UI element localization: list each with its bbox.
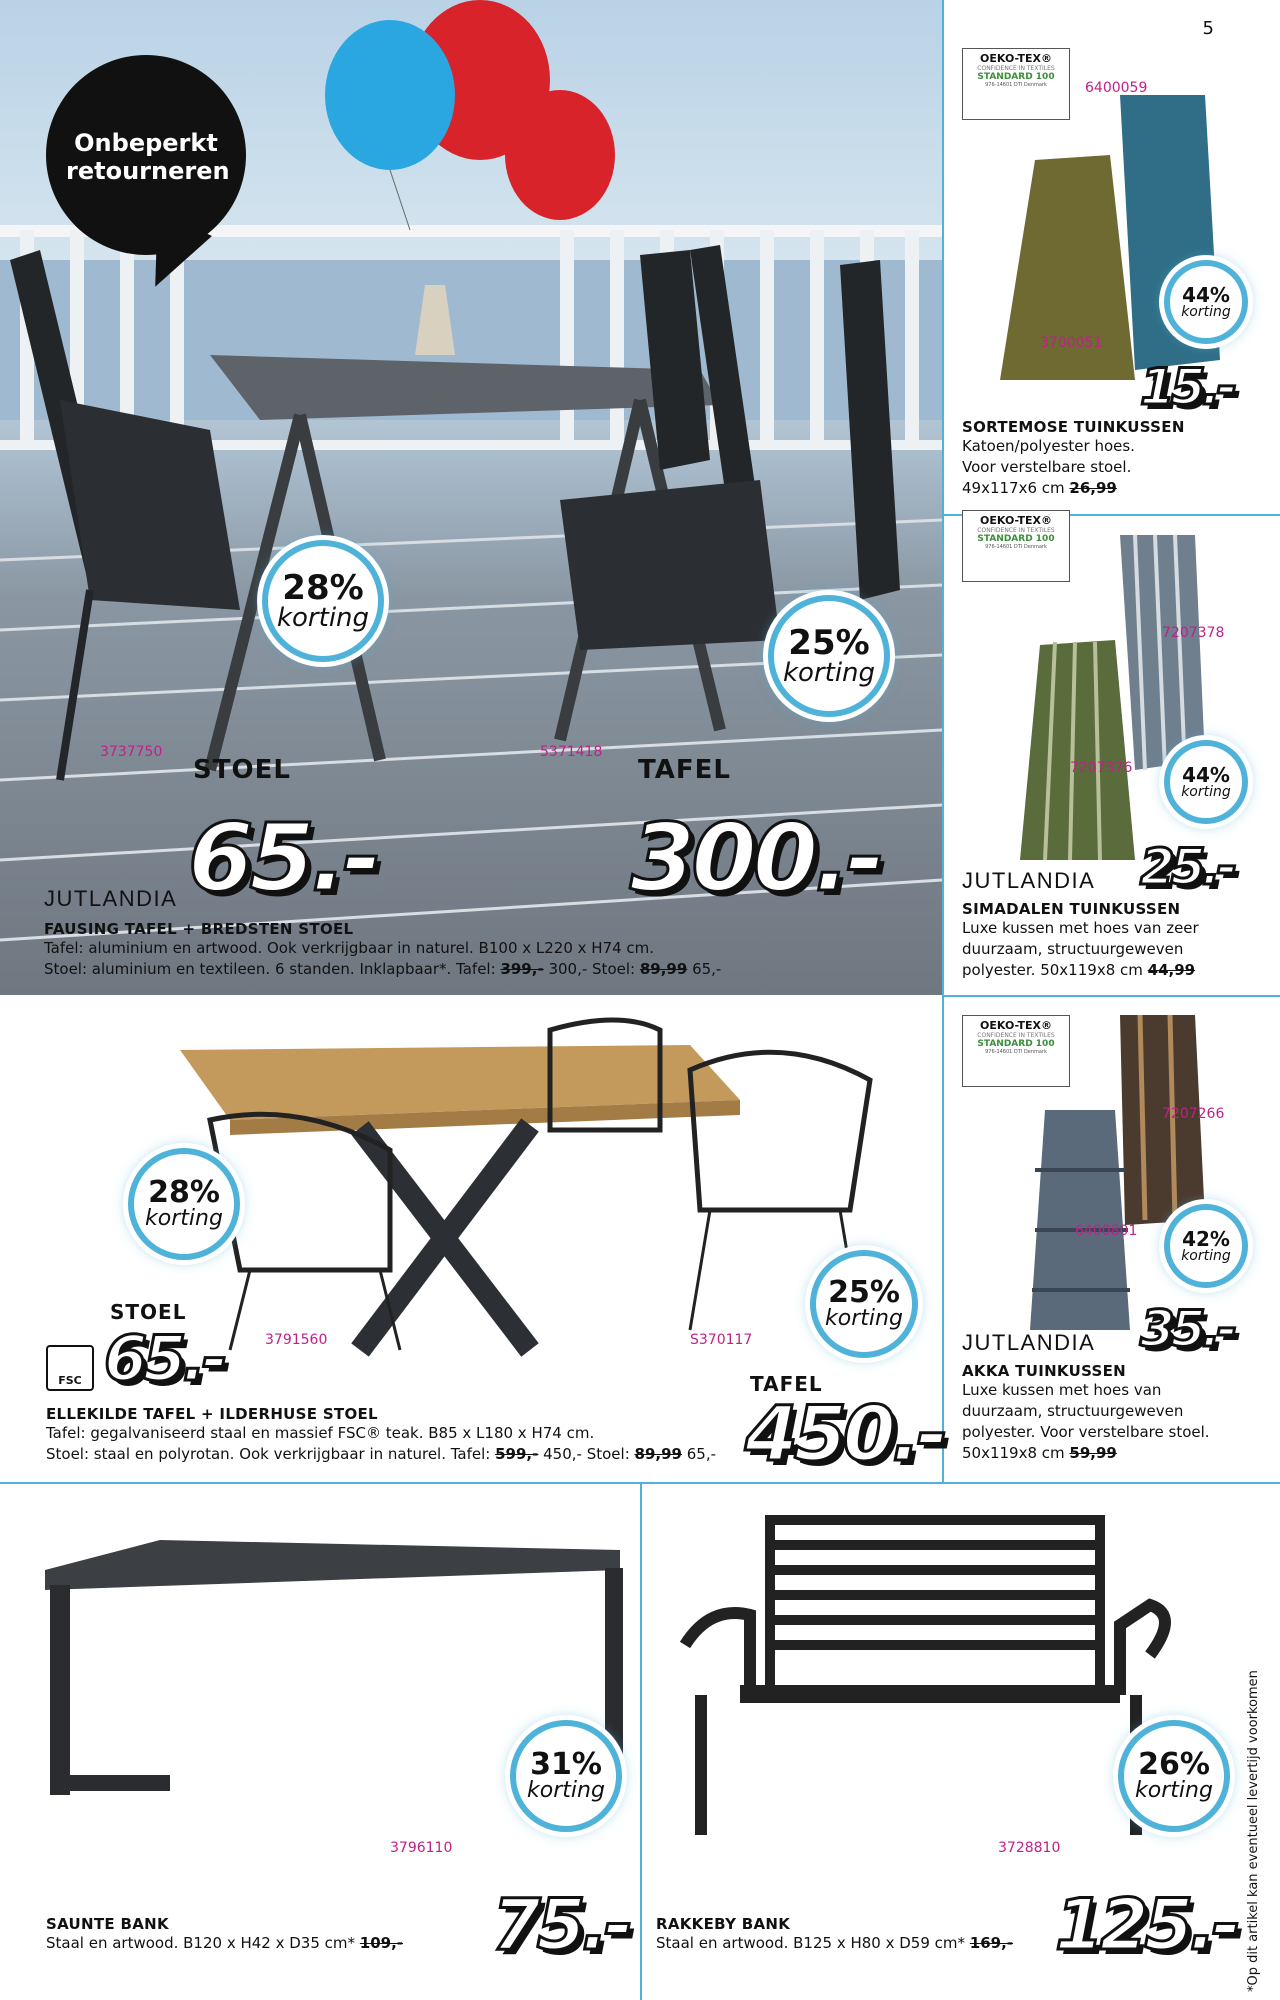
saunte-discount-badge (510, 1720, 622, 1832)
hero-tafel-discount-badge (768, 595, 890, 717)
article-code: S370117 (690, 1332, 753, 1348)
footnote: *Op dit artikel kan eventueel levertijd voorkomen (1246, 1670, 1261, 1992)
stoel-label: STOEL (193, 755, 291, 785)
product-line (962, 960, 1262, 981)
product-line (656, 1933, 1076, 1954)
brand-logo: JUTLANDIA (962, 1330, 1096, 1355)
product-title: RAKKEBY BANK (656, 1915, 791, 1933)
product-title: AKKA TUINKUSSEN (962, 1362, 1127, 1380)
text: 50x119x8 cm (962, 1444, 1070, 1462)
discount-percent: 42% (1182, 1227, 1230, 1251)
page-number: 5 (1202, 18, 1214, 39)
product-line (962, 478, 1262, 499)
discount-percent: 28% (148, 1175, 220, 1210)
product-title: SAUNTE BANK (46, 1915, 169, 1933)
oeko-subtitle: CONFIDENCE IN TEXTILES (977, 527, 1055, 534)
article-code: 3700051 (1040, 335, 1103, 351)
saunte-price: 75.- (492, 1884, 630, 1966)
article-code: 7207376 (1070, 760, 1133, 776)
simadalen-description (962, 900, 1262, 981)
text: 65,- (687, 960, 722, 978)
product-title: SIMADALEN TUINKUSSEN (962, 900, 1181, 918)
text: 49x117x6 cm (962, 479, 1070, 497)
brand-logo: JUTLANDIA (44, 886, 178, 911)
oeko-number: 976-14601 DTI Denmark (985, 82, 1047, 88)
divider (640, 1482, 642, 2000)
rakkeby-photo (680, 1515, 1180, 1845)
oeko-standard: STANDARD 100 (977, 1039, 1055, 1049)
product-line (46, 1444, 766, 1465)
sortemose-discount-badge (1164, 260, 1248, 344)
old-price: 169,- (969, 1934, 1014, 1952)
simadalen-price: 25.- (1140, 838, 1234, 896)
ellekilde-tafel-price: 450.- (745, 1389, 945, 1478)
tafel-label: TAFEL (750, 1372, 823, 1396)
product-title: FAUSING TAFEL + BREDSTEN STOEL (44, 920, 354, 938)
text: 450,- Stoel: (538, 1445, 635, 1463)
ellekilde-stoel-price: 65.- (104, 1322, 224, 1395)
fsc-logo (46, 1345, 94, 1391)
text: Staal en artwood. B125 x H80 x D59 cm* (656, 1934, 970, 1952)
oeko-standard: STANDARD 100 (977, 534, 1055, 544)
article-code: 7207378 (1162, 625, 1225, 641)
product-line: Tafel: aluminium en artwood. Ook verkrijgbaar in naturel. B100 x L220 x H74 cm. (44, 939, 655, 957)
product-line: duurzaam, structuurgeweven (962, 1402, 1184, 1420)
article-code: 3796110 (390, 1840, 453, 1856)
product-line: Voor verstelbare stoel. (962, 458, 1132, 476)
discount-korting: korting (1135, 1778, 1213, 1803)
old-price: 399,- (500, 960, 544, 978)
old-price: 109,- (359, 1934, 404, 1952)
discount-korting: korting (1181, 1248, 1231, 1264)
old-price: 44,99 (1147, 961, 1196, 979)
simadalen-discount-badge (1164, 740, 1248, 824)
hero-description (44, 920, 904, 980)
oeko-title: OEKO-TEX® (980, 514, 1052, 527)
akka-description (962, 1362, 1272, 1464)
product-line (44, 959, 904, 980)
product-title: SORTEMOSE TUINKUSSEN (962, 418, 1185, 436)
discount-percent: 25% (828, 1275, 900, 1310)
text: 300,- Stoel: (543, 960, 640, 978)
product-line: duurzaam, structuurgeweven (962, 940, 1184, 958)
article-code: 3737750 (100, 744, 163, 760)
ellekilde-description (46, 1405, 766, 1465)
discount-korting: korting (825, 1306, 903, 1331)
oeko-standard: STANDARD 100 (977, 72, 1055, 82)
discount-korting: korting (276, 603, 370, 633)
article-code: 6400801 (1075, 1223, 1138, 1239)
product-line: Luxe kussen met hoes van zeer (962, 919, 1199, 937)
old-price: 89,99 (639, 960, 688, 978)
cushion-graphic (960, 1010, 1270, 1340)
hero-stoel-discount-badge (262, 540, 384, 662)
speech-bubble-text: Onbeperkt retourneren (66, 129, 230, 185)
discount-percent: 44% (1182, 283, 1230, 307)
text: Stoel: aluminium en textileen. 6 standen. Inklapbaar*. Tafel: (44, 960, 501, 978)
oeko-subtitle: CONFIDENCE IN TEXTILES (977, 1032, 1055, 1039)
text: 65,- (681, 1445, 717, 1463)
discount-percent: 44% (1182, 763, 1230, 787)
sortemose-price: 15.- (1140, 358, 1234, 416)
bench-graphic (680, 1515, 1180, 1845)
old-price: 59,99 (1069, 1444, 1117, 1462)
ellekilde-stoel-discount-badge (128, 1148, 240, 1260)
divider (942, 0, 944, 1482)
oeko-title: OEKO-TEX® (980, 1019, 1052, 1032)
product-line: Katoen/polyester hoes. (962, 437, 1135, 455)
text: polyester. 50x119x8 cm (962, 961, 1148, 979)
article-code: 3791560 (265, 1332, 328, 1348)
akka-price: 35.- (1140, 1300, 1234, 1358)
article-code: 3728810 (998, 1840, 1061, 1856)
discount-korting: korting (145, 1206, 223, 1231)
text: Stoel: staal en polyrotan. Ook verkrijgbaar in naturel. Tafel: (46, 1445, 496, 1463)
hero-tafel-price: 300.- (630, 804, 881, 913)
akka-photo (960, 1010, 1270, 1340)
article-code: 5371418 (540, 744, 603, 760)
oeko-subtitle: CONFIDENCE IN TEXTILES (977, 65, 1055, 72)
text: Staal en artwood. B120 x H42 x D35 cm* (46, 1934, 360, 1952)
brand-logo: JUTLANDIA (962, 868, 1096, 893)
old-price: 599,- (495, 1445, 539, 1463)
oeko-number: 976-14601 DTI Denmark (985, 1049, 1047, 1055)
discount-percent: 28% (282, 568, 364, 608)
product-line (46, 1933, 486, 1954)
product-line (962, 1443, 1272, 1464)
discount-korting: korting (1181, 304, 1231, 320)
discount-korting: korting (527, 1778, 605, 1803)
article-code: 6400059 (1085, 80, 1148, 96)
saunte-description (46, 1915, 486, 1954)
rakkeby-price: 125.- (1055, 1884, 1237, 1966)
discount-percent: 31% (530, 1747, 602, 1782)
ellekilde-tafel-discount-badge (810, 1250, 918, 1358)
discount-percent: 25% (788, 623, 870, 663)
product-line: polyester. Voor verstelbare stoel. (962, 1423, 1210, 1441)
article-code: 7207266 (1162, 1106, 1225, 1122)
oeko-number: 976-14601 DTI Denmark (985, 544, 1047, 550)
product-line: Luxe kussen met hoes van (962, 1381, 1162, 1399)
fsc-text: FSC (58, 1374, 82, 1387)
product-line: Tafel: gegalvaniseerd staal en massief FSC® teak. B85 x L180 x H74 cm. (46, 1424, 595, 1442)
sortemose-description (962, 418, 1262, 499)
old-price: 26,99 (1069, 479, 1117, 497)
akka-discount-badge (1164, 1204, 1248, 1288)
stoel-label: STOEL (110, 1300, 187, 1324)
discount-korting: korting (1181, 784, 1231, 800)
discount-percent: 26% (1138, 1747, 1210, 1782)
oeko-title: OEKO-TEX® (980, 52, 1052, 65)
old-price: 89,99 (634, 1445, 682, 1463)
product-title: ELLEKILDE TAFEL + ILDERHUSE STOEL (46, 1405, 378, 1423)
discount-korting: korting (782, 658, 876, 688)
hero-stoel-price: 65.- (188, 804, 378, 913)
rakkeby-description (656, 1915, 1076, 1954)
tafel-label: TAFEL (638, 755, 731, 785)
divider (942, 995, 1280, 997)
rakkeby-discount-badge (1118, 1720, 1230, 1832)
